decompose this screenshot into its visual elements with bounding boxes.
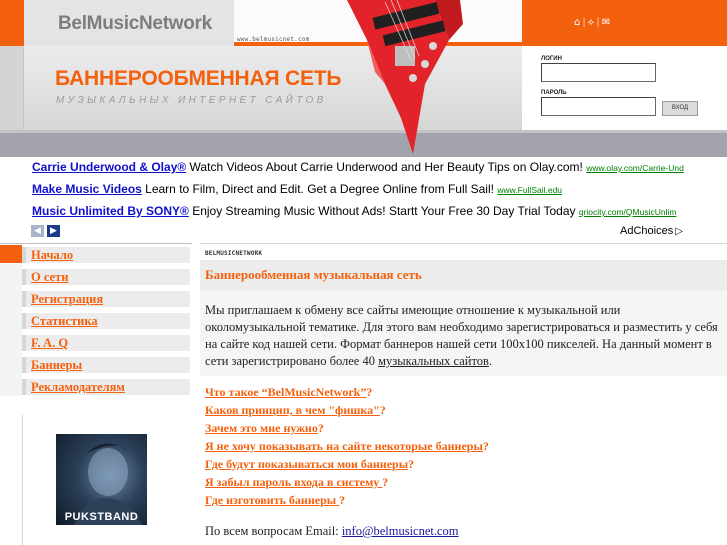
faq-item[interactable] — [205, 439, 489, 454]
sidebar-top-divider — [0, 243, 192, 244]
faq-question[interactable]: Я забыл пароль входа в систему — [205, 475, 383, 489]
intro-text: Мы приглашаем к обмену все сайты имеющие отношение к музыкальной или околомузыкальной тематике. Для этого вам необходимо зарегистрироваться и разместить у себя на сайте код нашей сети. Формат баннеров нашей сети 100x100 пикселей. На данный момент в сети зарегистрировано более 40 — [205, 303, 718, 368]
faq-item[interactable] — [205, 421, 324, 436]
ad-title[interactable]: Make Music Videos — [32, 182, 142, 196]
guitar-knob — [429, 42, 437, 50]
faq-question[interactable]: Что такое “BelMusicNetwork” — [205, 385, 367, 399]
ad-next-button[interactable]: ▶ — [47, 225, 60, 237]
faq-item[interactable] — [205, 475, 388, 490]
faq-mark: ? — [482, 439, 489, 453]
sidebar-divider — [22, 415, 23, 545]
ad-item[interactable] — [32, 182, 727, 196]
sidebar-item-label[interactable]: F. A. Q — [31, 336, 69, 350]
faq-mark: ? — [382, 475, 389, 489]
sidebar-item-registration[interactable] — [0, 290, 192, 308]
faq-mark: ? — [366, 385, 373, 399]
faq-mark: ? — [379, 403, 386, 417]
adchoices-icon: ▷ — [675, 226, 683, 237]
sidebar-item-advertisers[interactable] — [0, 378, 192, 396]
ad-text: Enjoy Streaming Music Without Ads! Startt Your Free 30 Day Trial Today — [188, 204, 579, 218]
faq-mark: ? — [408, 457, 415, 471]
page-title: Баннерообменная музыкальная сеть — [205, 267, 422, 282]
contact-email-link[interactable]: info@belmusicnet.com — [341, 524, 459, 538]
sidebar-item-label[interactable]: Статистика — [31, 314, 98, 328]
ad-item[interactable] — [32, 204, 727, 218]
sidebar-item-faq[interactable] — [0, 334, 192, 352]
sidebar-item-banners[interactable] — [0, 356, 192, 374]
sidebar-item-about[interactable] — [0, 268, 192, 286]
faq-item[interactable] — [205, 493, 345, 508]
sidebar-item-label[interactable]: Регистрация — [31, 292, 104, 306]
breadcrumb: BELMUSICNETWORK — [205, 250, 263, 257]
sidebar-item-label[interactable]: Начало — [31, 248, 74, 262]
password-label: ПАРОЛЬ — [541, 90, 567, 96]
adchoices-label: AdChoices — [620, 225, 674, 237]
home-icon[interactable]: ⌂ — [574, 17, 581, 28]
sitemap-icon[interactable]: ⟡ — [587, 17, 595, 28]
sidebar-item-statistics[interactable] — [0, 312, 192, 330]
faq-item[interactable] — [205, 457, 414, 472]
faq-question[interactable]: Где будут показываться мои баннеры — [205, 457, 409, 471]
ad-url[interactable]: qriocity.com/QMusicUnlim — [578, 207, 677, 217]
icon-separator: | — [596, 17, 600, 28]
ad-title[interactable]: Carrie Underwood & Olay® — [32, 160, 187, 174]
contact-label: По всем вопросам Email: — [205, 524, 342, 538]
ad-text: Watch Videos About Carrie Underwood and Her Beauty Tips on Olay.com! — [186, 160, 587, 174]
guitar-image — [235, 0, 535, 160]
banner-title: БАННЕРООБМЕННАЯ СЕТЬ — [55, 67, 342, 90]
ad-url[interactable]: www.olay.com/Carrie-Und — [586, 163, 684, 173]
sidebar-item-home[interactable] — [0, 246, 192, 264]
faq-mark: ? — [339, 493, 346, 507]
sidebar-item-label[interactable]: Баннеры — [31, 358, 83, 372]
login-input[interactable] — [541, 63, 656, 82]
icon-separator: | — [582, 17, 586, 28]
band-caption: PUKSTBAND — [64, 511, 139, 523]
sidebar-item-label[interactable]: О сети — [31, 270, 69, 284]
band-banner[interactable] — [56, 434, 147, 525]
ad-item[interactable] — [32, 160, 727, 174]
faq-question[interactable]: Зачем это мне нужно — [205, 421, 318, 435]
banner-subtitle: МУЗЫКАЛЬНЫХ ИНТЕРНЕТ САЙТОВ — [56, 95, 327, 106]
faq-mark: ? — [317, 421, 324, 435]
password-input[interactable] — [541, 97, 656, 116]
intro-text-end: . — [488, 354, 493, 368]
adchoices-link[interactable] — [620, 225, 683, 237]
faq-question[interactable]: Я не хочу показывать на сайте некоторые баннеры — [205, 439, 483, 453]
header-right-strip — [522, 0, 727, 46]
guitar-knob — [421, 60, 429, 68]
login-submit-button[interactable]: ВХОД — [662, 101, 698, 116]
ad-url[interactable]: www.FullSail.edu — [497, 185, 563, 195]
band-face — [88, 448, 128, 496]
guitar-knob — [409, 74, 417, 82]
music-sites-link[interactable]: музыкальных сайтов — [378, 354, 489, 368]
ad-title[interactable]: Music Unlimited By SONY® — [32, 204, 189, 218]
mail-icon[interactable]: ✉ — [601, 17, 611, 28]
guitar-bridge — [395, 46, 415, 66]
ad-prev-button[interactable]: ◀ — [31, 225, 44, 237]
header-left-strip — [0, 0, 24, 46]
content-top-divider — [200, 243, 727, 244]
header-banner-edge — [0, 46, 24, 130]
header-icon-nav — [574, 17, 612, 28]
faq-item[interactable] — [205, 385, 372, 400]
contact-line — [205, 524, 459, 539]
faq-question[interactable]: Где изготовить баннеры — [205, 493, 340, 507]
ad-text: Learn to Film, Direct and Edit. Get a Degree Online from Full Sail! — [141, 182, 498, 196]
sidebar-item-label[interactable]: Рекламодателям — [31, 380, 125, 394]
intro-paragraph — [205, 302, 720, 370]
faq-question[interactable]: Каков принцип, в чем "фишка" — [205, 403, 380, 417]
site-logo[interactable]: BelMusicNetwork — [58, 13, 212, 34]
login-label: ЛОГИН — [541, 56, 562, 62]
faq-item[interactable] — [205, 403, 386, 418]
banner-url: www.belmusicnet.com — [237, 36, 310, 43]
